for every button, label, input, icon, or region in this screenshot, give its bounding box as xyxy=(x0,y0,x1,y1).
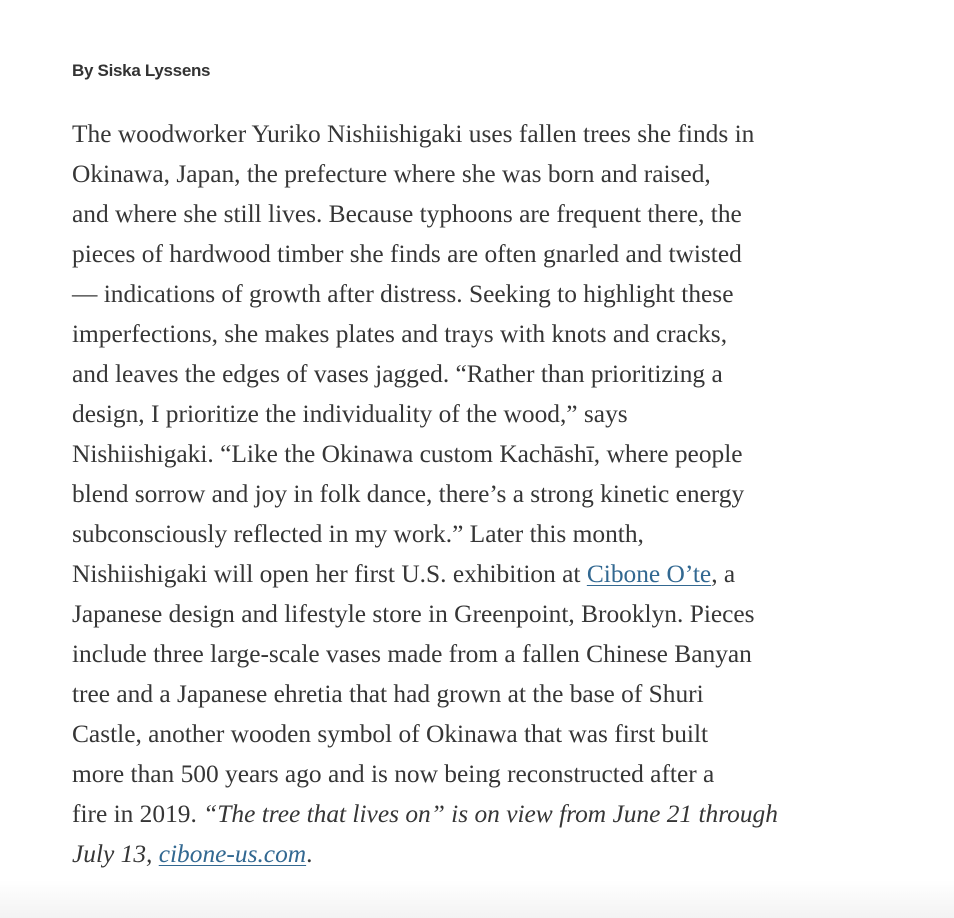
paragraph-text-part-1: The woodworker Yuriko Nishiishigaki uses fallen trees she finds in Okinawa, Japan, the prefecture where she was born and raised, and where she still lives. Because typhoons are frequent there, the pieces of hardwood timber she finds are often gnarled and twisted — indications of growth after distress. Seeking to highlight these imperfections, she makes plates and trays with knots and cracks, and leaves the edges of vases jagged. “Rather than prioritizing a design, I prioritize the individuality of the wood,” says Nishiishigaki. “Like the Okinawa custom Kachāshī, where people blend sorrow and joy in folk dance, there’s a strong kinetic energy subconsciously reflected in my work.” Later this month, Nishiishigaki will open her first U.S. exhibition at xyxy=(72,120,755,588)
paragraph-text-part-2: , a Japanese design and lifestyle store in Greenpoint, Brooklyn. Pieces include three large-scale vases made from a fallen Chinese Banyan tree and a Japanese ehretia that had grown at the base of Shuri Castle, another wooden symbol of Okinawa that was first built more than 500 years ago and is now being reconstructed after a fire in 2019. xyxy=(72,560,755,828)
cibone-ote-link[interactable]: Cibone O’te xyxy=(586,560,712,588)
article-paragraph xyxy=(72,114,872,874)
byline: By Siska Lyssens xyxy=(72,61,211,80)
cibone-us-link[interactable]: cibone-us.com xyxy=(158,840,307,868)
exhibition-dates-text: “The tree that lives on” is on view from June 21 through July 13, xyxy=(72,800,778,868)
article xyxy=(72,58,872,874)
closing-period: . xyxy=(306,840,313,868)
